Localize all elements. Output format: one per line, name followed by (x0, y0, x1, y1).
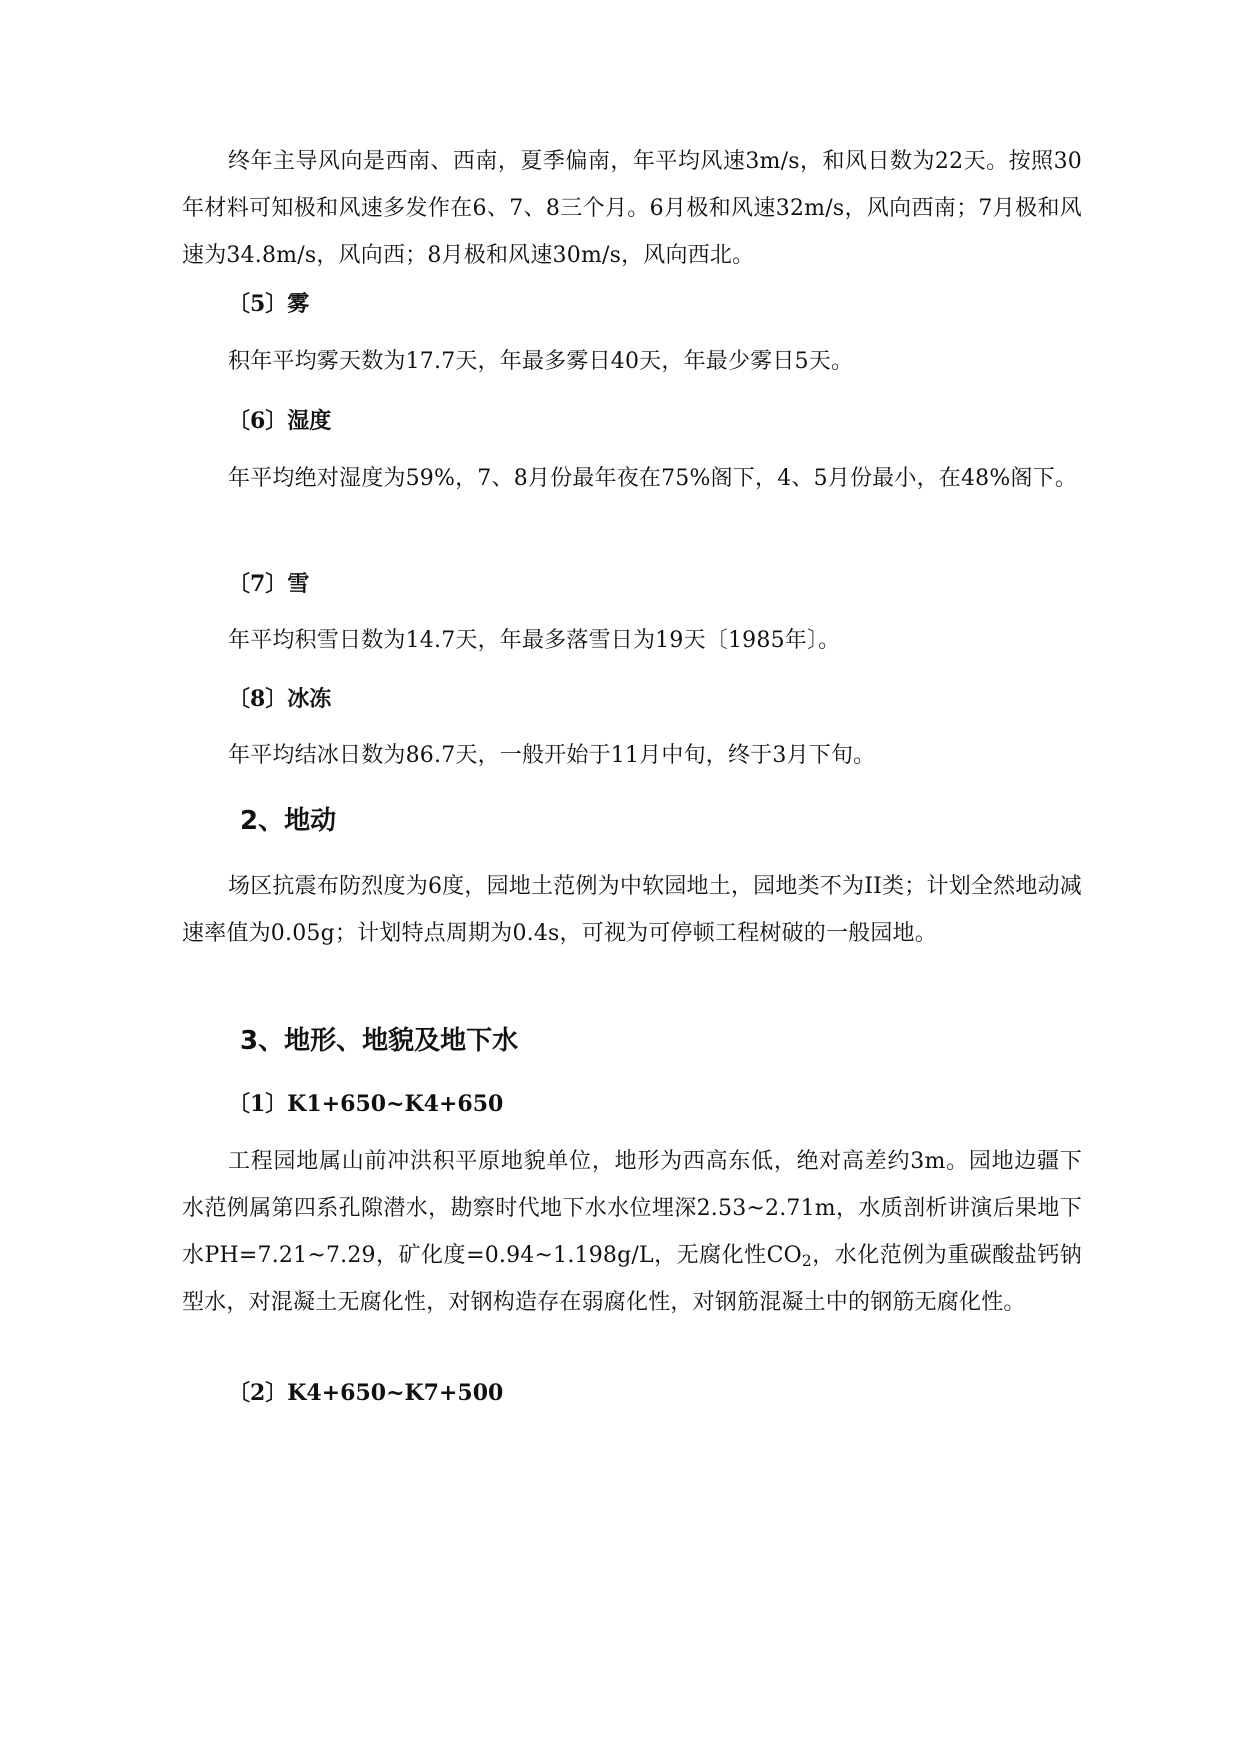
co2-subscript: 2 (801, 1251, 812, 1270)
freeze-heading: 〔8〕冰冻 (228, 686, 332, 712)
earthquake-heading: 2、地动 (240, 806, 337, 836)
humidity-paragraph: 年平均绝对湿度为59%，7、8月份最年夜在75%阁下，4、5月份最小，在48%阁下。 (228, 466, 1078, 491)
terrain-heading: 3、地形、地貌及地下水 (240, 1026, 519, 1056)
humidity-heading: 〔6〕湿度 (228, 408, 332, 434)
section2-heading: 〔2〕K4+650~K7+500 (228, 1380, 504, 1406)
fog-paragraph: 积年平均雾天数为17.7天，年最多雾日40天，年最少雾日5天。 (228, 349, 854, 374)
snow-heading: 〔7〕雪 (228, 571, 310, 597)
section1-heading: 〔1〕K1+650~K4+650 (228, 1091, 504, 1117)
section1-text-a: 工程园地属山前冲洪积平原地貌单位，地形为西高东低，绝对高差约3m。园地边疆下水范例属第四系孔隙潜水，勘察时代地下水水位埋深2.53~2.71m，水质剖析讲演后果地下水PH=7.21~7.29，矿化度=0.94~1.198g/L，无腐化性CO (182, 1149, 1082, 1268)
snow-paragraph: 年平均积雪日数为14.7天，年最多落雪日为19天〔1985年〕。 (228, 628, 841, 653)
wind-paragraph: 终年主导风向是西南、西南，夏季偏南，年平均风速3m/s，和风日数为22天。按照30年材料可知极和风速多发作在6、7、8三个月。6月极和风速32m/s，风向西南；7月极和风速为34.8m/s，风向西；8月极和风速30m/s，风向西北。 (182, 149, 1082, 268)
freeze-paragraph: 年平均结冰日数为86.7天，一般开始于11月中旬，终于3月下旬。 (228, 743, 876, 768)
section1-text-b: ，水化范例为重碳酸盐钙钠型水，对混凝土无腐化性，对钢构造存在弱腐化性，对钢筋混凝土中的钢筋无腐化性。 (182, 1243, 1083, 1315)
earthquake-paragraph: 场区抗震布防烈度为6度，园地土范例为中软园地土，园地类不为II类；计划全然地动减速率值为0.05g；计划特点周期为0.4s，可视为可停顿工程树破的一般园地。 (182, 874, 1082, 946)
fog-heading: 〔5〕雾 (228, 291, 310, 317)
section1-paragraph (182, 1138, 1082, 1326)
